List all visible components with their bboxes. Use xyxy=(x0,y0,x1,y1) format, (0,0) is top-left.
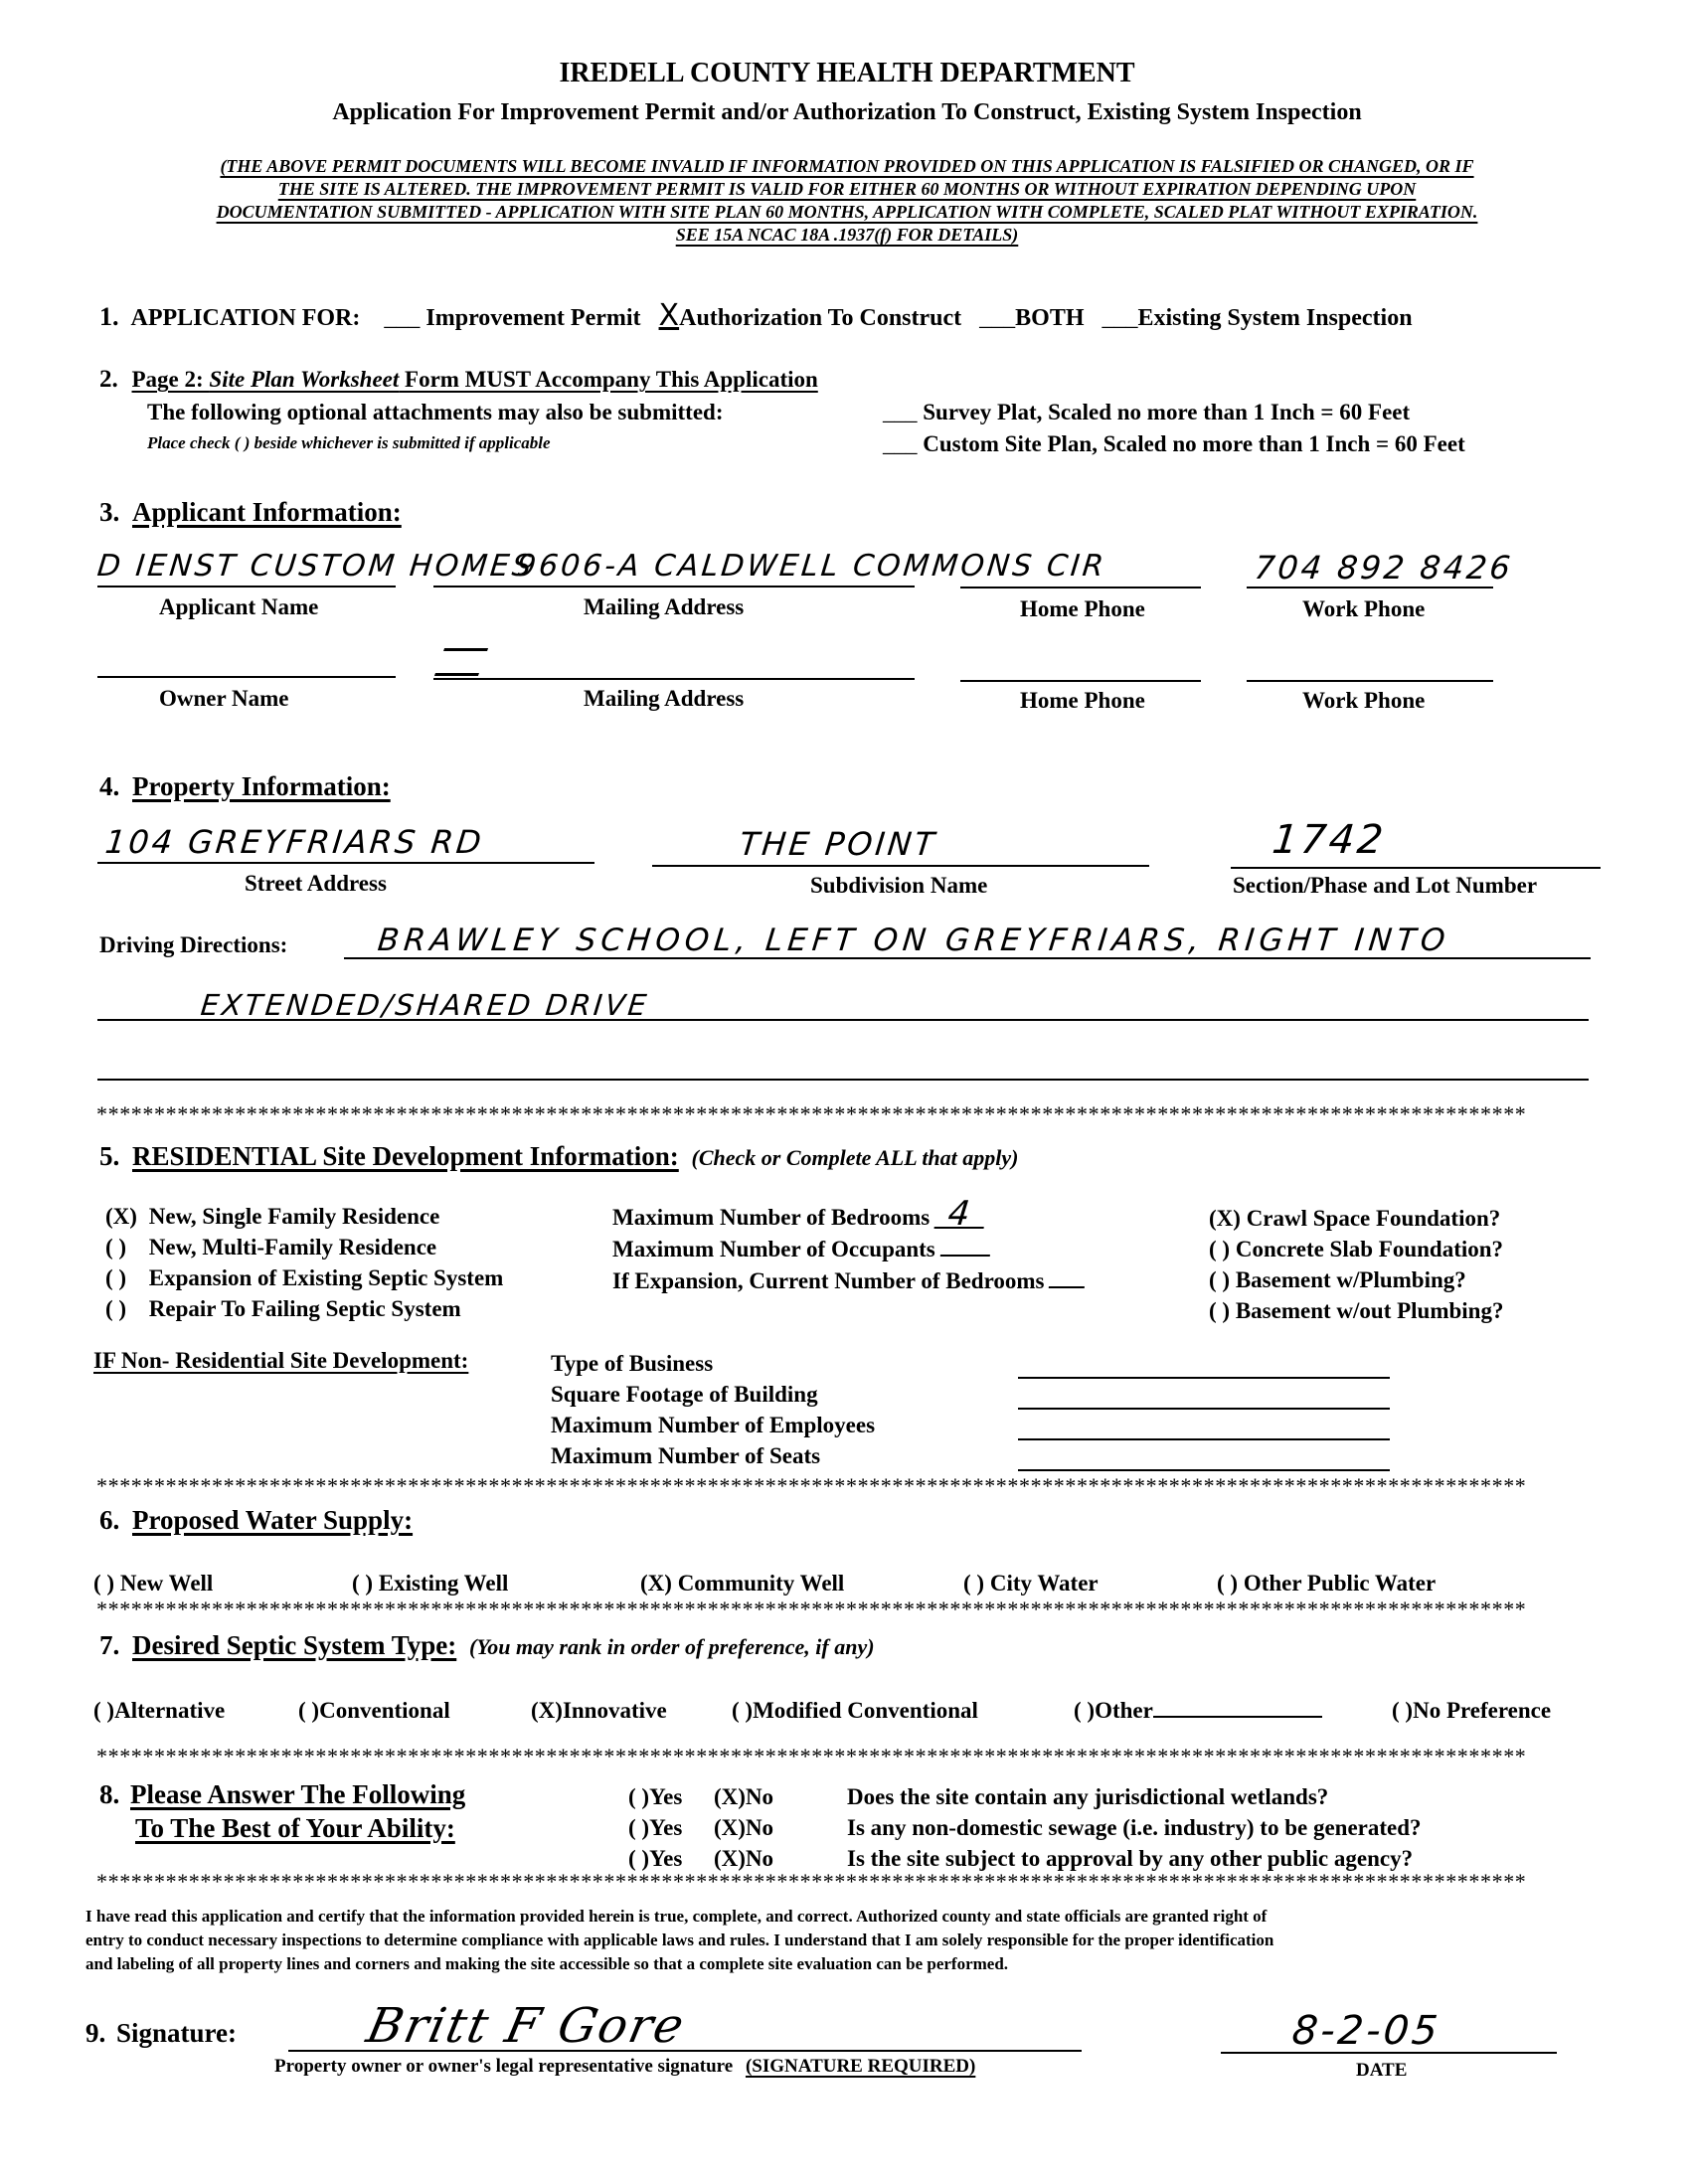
option-label: Alternative xyxy=(114,1698,226,1723)
foundation-list xyxy=(1209,1203,1503,1326)
divider: **************************************************************************************************************************** xyxy=(96,1101,1527,1126)
applicant-name-label: Applicant Name xyxy=(159,594,319,619)
section-3-heading xyxy=(99,497,402,528)
item-label: Crawl Space Foundation? xyxy=(1246,1206,1501,1231)
section-4-title: Property Information: xyxy=(132,771,391,801)
checkbox-empty[interactable]: ( ) xyxy=(352,1571,374,1596)
residence-type-item[interactable] xyxy=(105,1262,503,1293)
title-italic: Site Plan Worksheet xyxy=(209,367,400,392)
section-number: 6. xyxy=(99,1505,120,1535)
section-number: 9. xyxy=(85,2018,106,2048)
checkbox-checked[interactable]: (X) xyxy=(714,1784,746,1809)
septic-type-options xyxy=(93,1696,1551,1724)
checkbox-empty[interactable]: ( ) xyxy=(105,1296,127,1321)
section-number: 8. xyxy=(99,1779,120,1809)
scribble-mark xyxy=(434,648,488,676)
owner-work-phone-line xyxy=(1247,680,1493,682)
option-label: No Preference xyxy=(1413,1698,1552,1723)
water-option[interactable] xyxy=(352,1571,640,1596)
lot-number-line xyxy=(1231,867,1601,869)
yes-label: Yes xyxy=(649,1784,683,1809)
section-6-title: Proposed Water Supply: xyxy=(132,1505,414,1535)
checkbox-empty[interactable]: ( ) xyxy=(93,1571,115,1596)
page-subtitle: Application For Improvement Permit and/or Authorization To Construct, Existing System Inspection xyxy=(332,99,1362,125)
count-item xyxy=(612,1264,1086,1296)
no-option[interactable] xyxy=(714,1812,847,1843)
non-residential-heading: IF Non- Residential Site Development: xyxy=(93,1348,469,1373)
option-label: Innovative xyxy=(562,1698,667,1723)
foundation-item[interactable] xyxy=(1209,1234,1503,1264)
option-label: Improvement Permit xyxy=(425,305,641,331)
other-input[interactable] xyxy=(1153,1696,1322,1718)
title-part: Page 2: xyxy=(131,367,210,392)
yes-label: Yes xyxy=(649,1815,683,1840)
certification-text xyxy=(85,1905,1636,1976)
applicant-name-value[interactable]: D IENST CUSTOM HOMES xyxy=(95,549,536,584)
title-part: Form MUST Accompany This Application xyxy=(399,367,818,392)
square-footage-input[interactable] xyxy=(1018,1384,1390,1410)
option-label: BOTH xyxy=(1015,305,1085,331)
existing-system-option[interactable] xyxy=(1102,305,1413,331)
count-item xyxy=(612,1233,1086,1264)
counts-list xyxy=(612,1194,1086,1296)
option-label: Modified Conventional xyxy=(753,1698,978,1723)
owner-mailing-label: Mailing Address xyxy=(584,686,745,711)
owner-name-label: Owner Name xyxy=(159,686,289,711)
item-label: Repair To Failing Septic System xyxy=(148,1296,461,1321)
septic-option[interactable] xyxy=(1074,1696,1392,1724)
authorization-option[interactable] xyxy=(658,298,968,333)
section-7-title: Desired Septic System Type: xyxy=(132,1630,457,1660)
yes-option[interactable] xyxy=(628,1812,714,1843)
applicant-mailing-line xyxy=(433,586,915,588)
notice-line: THE SITE IS ALTERED. THE IMPROVEMENT PERMIT IS VALID FOR EITHER 60 MONTHS OR WITHOUT EXPIRATION DEPENDING UPON xyxy=(277,179,1417,199)
owner-home-phone-line xyxy=(960,680,1201,682)
option-label: Custom Site Plan, Scaled no more than 1 Inch = 60 Feet xyxy=(923,431,1465,456)
directions-line-2-value[interactable]: EXTENDED/SHARED DRIVE xyxy=(199,988,651,1022)
signature-required-text: (SIGNATURE REQUIRED) xyxy=(745,2056,976,2077)
water-option[interactable] xyxy=(1217,1571,1436,1596)
checkbox-empty[interactable]: ( ) xyxy=(1209,1267,1231,1292)
applicant-work-phone-value[interactable]: 704 892 8426 xyxy=(1253,549,1515,587)
checkbox-checked[interactable]: X xyxy=(658,298,680,333)
notice-line: DOCUMENTATION SUBMITTED - APPLICATION WITH SITE PLAN 60 MONTHS, APPLICATION WITH COMPLETE, SCALED PLAT WITHOUT EXPIRATION. xyxy=(216,202,1478,222)
directions-line-1 xyxy=(344,957,1591,959)
item-label: Expansion of Existing Septic System xyxy=(148,1265,504,1290)
water-option[interactable] xyxy=(640,1571,963,1596)
date-value[interactable]: 8-2-05 xyxy=(1289,2008,1443,2054)
count-item xyxy=(612,1194,1086,1234)
item-label: Basement w/out Plumbing? xyxy=(1235,1298,1504,1323)
owner-mailing-line xyxy=(433,678,915,680)
both-option[interactable] xyxy=(979,305,1090,331)
checkbox-empty[interactable]: ( ) xyxy=(628,1815,650,1840)
nonres-field xyxy=(551,1348,1390,1379)
residence-type-list xyxy=(105,1201,503,1324)
questions-list xyxy=(628,1781,1422,1874)
foundation-item[interactable] xyxy=(1209,1264,1503,1295)
checkbox-empty[interactable]: ( ) xyxy=(1217,1571,1239,1596)
checkbox-empty[interactable]: ( ) xyxy=(298,1698,320,1723)
checkbox-empty[interactable]: ( ) xyxy=(1209,1298,1231,1323)
nonres-field xyxy=(551,1379,1390,1410)
yes-label: Yes xyxy=(649,1846,683,1871)
subdivision-value[interactable]: THE POINT xyxy=(738,825,939,863)
checkbox-blank[interactable]: ___ xyxy=(384,305,421,331)
section-2-heading xyxy=(99,366,818,394)
notice-block xyxy=(0,155,1694,247)
driving-directions-label: Driving Directions: xyxy=(99,932,288,957)
section-1 xyxy=(99,298,1413,333)
divider: **************************************************************************************************************************** xyxy=(96,1473,1527,1498)
certification-line: and labeling of all property lines and corners and making the site accessible so that a complete site evaluation can be performed. xyxy=(85,1954,1009,1973)
max-seats-input[interactable] xyxy=(1018,1445,1390,1471)
section-number: 2. xyxy=(99,366,118,393)
directions-line-3 xyxy=(97,1079,1589,1081)
count-label: Maximum Number of Bedrooms xyxy=(612,1205,931,1230)
divider: **************************************************************************************************************************** xyxy=(96,1596,1527,1621)
section-5-heading xyxy=(99,1141,1018,1172)
field-label: Maximum Number of Seats xyxy=(551,1443,821,1468)
occupants-value[interactable] xyxy=(939,1233,992,1257)
checkbox-checked[interactable]: (X) xyxy=(531,1698,563,1723)
section-number: 1. xyxy=(99,302,119,331)
residence-type-item[interactable] xyxy=(105,1232,503,1262)
item-label: Concrete Slab Foundation? xyxy=(1235,1237,1504,1261)
no-option[interactable] xyxy=(714,1781,847,1812)
checkbox-empty[interactable]: ( ) xyxy=(1074,1698,1096,1723)
section-7-note: (You may rank in order of preference, if any) xyxy=(468,1634,875,1659)
section-5-note: (Check or Complete ALL that apply) xyxy=(691,1145,1019,1170)
applicant-mailing-label: Mailing Address xyxy=(584,594,745,619)
option-label: Conventional xyxy=(319,1698,450,1723)
directions-line-2 xyxy=(97,1019,1589,1021)
checkbox-empty[interactable]: ( ) xyxy=(93,1698,115,1723)
owner-name-line xyxy=(97,676,396,678)
section-9-label xyxy=(85,2018,237,2049)
option-label: Other Public Water xyxy=(1243,1571,1437,1596)
checkbox-empty[interactable]: ( ) xyxy=(628,1784,650,1809)
signature-caption xyxy=(274,2056,975,2078)
section-6-heading xyxy=(99,1505,413,1536)
no-label: No xyxy=(745,1815,774,1840)
checkbox-empty[interactable]: ( ) xyxy=(732,1698,754,1723)
checkbox-blank[interactable]: ___ xyxy=(1101,305,1138,331)
date-label: DATE xyxy=(1356,2060,1408,2081)
custom-site-plan-option[interactable] xyxy=(883,431,1465,457)
section-number: 5. xyxy=(99,1141,120,1171)
question-row xyxy=(628,1781,1422,1812)
question-text: Is the site subject to approval by any other public agency? xyxy=(847,1846,1414,1871)
septic-option[interactable] xyxy=(732,1698,1074,1724)
septic-option[interactable] xyxy=(1392,1698,1551,1723)
question-row xyxy=(628,1812,1422,1843)
item-label: Basement w/Plumbing? xyxy=(1235,1267,1466,1292)
section-number: 3. xyxy=(99,497,120,527)
option-label: City Water xyxy=(989,1571,1099,1596)
checkbox-blank[interactable]: ___ xyxy=(883,400,918,424)
divider: **************************************************************************************************************************** xyxy=(96,1869,1527,1894)
water-option[interactable] xyxy=(963,1571,1217,1596)
survey-plat-option[interactable] xyxy=(883,400,1410,425)
date-line xyxy=(1221,2052,1557,2054)
applicant-work-phone-line xyxy=(1247,587,1493,588)
foundation-item[interactable] xyxy=(1209,1295,1503,1326)
checkbox-empty[interactable]: ( ) xyxy=(1209,1237,1231,1261)
divider: **************************************************************************************************************************** xyxy=(96,1744,1527,1768)
nonres-field xyxy=(551,1440,1390,1471)
owner-work-phone-label: Work Phone xyxy=(1302,688,1426,713)
option-label: Existing System Inspection xyxy=(1137,305,1413,331)
option-label: Authorization To Construct xyxy=(679,305,962,331)
water-option[interactable] xyxy=(93,1571,352,1596)
applicant-work-phone-label: Work Phone xyxy=(1302,596,1426,621)
section-7-heading xyxy=(99,1630,875,1661)
bedrooms-value[interactable]: 4 xyxy=(933,1201,986,1229)
checkbox-checked[interactable]: (X) xyxy=(1209,1206,1241,1231)
section-5-title: RESIDENTIAL Site Development Information: xyxy=(132,1141,679,1171)
section-number: 4. xyxy=(99,771,120,801)
checkbox-empty[interactable]: ( ) xyxy=(105,1265,127,1290)
residence-type-item[interactable] xyxy=(105,1201,503,1232)
section-8-heading xyxy=(99,1777,465,1845)
question-text: Is any non-domestic sewage (i.e. industry) to be generated? xyxy=(847,1815,1422,1840)
field-label: Type of Business xyxy=(551,1351,714,1376)
section-4-heading xyxy=(99,771,391,802)
certification-line: I have read this application and certify that the information provided herein is true, complete, and correct. Authorized county and state officials are granted right of xyxy=(85,1907,1268,1926)
optional-attachments-text: The following optional attachments may also be submitted: xyxy=(147,400,724,424)
option-label: New Well xyxy=(119,1571,214,1596)
yes-option[interactable] xyxy=(628,1781,714,1812)
checkbox-blank[interactable]: ___ xyxy=(979,305,1016,331)
owner-home-phone-label: Home Phone xyxy=(1020,688,1145,713)
checkbox-empty[interactable]: ( ) xyxy=(105,1235,127,1260)
applicant-home-phone-line xyxy=(960,587,1201,588)
nonres-field xyxy=(551,1410,1390,1440)
place-check-text: Place check ( ) beside whichever is submitted if applicable xyxy=(147,433,551,452)
max-employees-input[interactable] xyxy=(1018,1415,1390,1440)
checkbox-empty[interactable]: ( ) xyxy=(1392,1698,1414,1723)
question-text: Does the site contain any jurisdictional wetlands? xyxy=(847,1784,1329,1809)
no-label: No xyxy=(745,1846,774,1871)
section-3-title: Applicant Information: xyxy=(132,497,402,527)
count-label: If Expansion, Current Number of Bedrooms xyxy=(612,1268,1045,1293)
option-label: Existing Well xyxy=(378,1571,509,1596)
applicant-home-phone-label: Home Phone xyxy=(1020,596,1145,621)
lot-number-label: Section/Phase and Lot Number xyxy=(1233,873,1538,898)
street-address-value[interactable]: 104 GREYFRIARS RD xyxy=(103,823,486,861)
checkbox-checked[interactable]: (X) xyxy=(105,1204,137,1229)
applicant-name-line xyxy=(97,586,396,588)
residence-type-item[interactable] xyxy=(105,1293,503,1324)
item-label: New, Single Family Residence xyxy=(148,1204,440,1229)
option-label: Survey Plat, Scaled no more than 1 Inch = 60 Feet xyxy=(923,400,1411,424)
checkbox-blank[interactable]: ___ xyxy=(883,431,918,456)
septic-option[interactable] xyxy=(298,1698,531,1724)
subdivision-line xyxy=(652,865,1149,867)
septic-option[interactable] xyxy=(93,1698,298,1724)
caption-text: Property owner or owner's legal representative signature xyxy=(274,2056,734,2077)
section-number: 7. xyxy=(99,1630,120,1660)
section-2-title xyxy=(132,367,818,392)
notice-line: (THE ABOVE PERMIT DOCUMENTS WILL BECOME INVALID IF INFORMATION PROVIDED ON THIS APPLICATION IS FALSIFIED OR CHANGED, OR IF xyxy=(220,156,1474,176)
field-label: Square Footage of Building xyxy=(551,1382,818,1407)
no-label: No xyxy=(745,1784,774,1809)
option-label: Other xyxy=(1095,1698,1153,1723)
checkbox-checked[interactable]: (X) xyxy=(714,1815,746,1840)
item-label: New, Multi-Family Residence xyxy=(148,1235,437,1260)
checkbox-checked[interactable]: (X) xyxy=(714,1846,746,1871)
field-label: Maximum Number of Employees xyxy=(551,1413,876,1437)
improvement-permit-option[interactable] xyxy=(384,305,646,331)
notice-line: SEE 15A NCAC 18A .1937(f) FOR DETAILS) xyxy=(675,225,1019,245)
non-residential-fields xyxy=(551,1348,1390,1471)
signature-label: Signature: xyxy=(116,2018,238,2048)
street-address-line xyxy=(97,862,594,864)
option-label: Community Well xyxy=(677,1571,845,1596)
lot-number-value[interactable]: 1742 xyxy=(1270,817,1389,863)
checkbox-empty[interactable]: ( ) xyxy=(628,1846,650,1871)
section-8-title-2: To The Best of Your Ability: xyxy=(135,1813,455,1843)
count-label: Maximum Number of Occupants xyxy=(612,1237,935,1261)
application-for-label: APPLICATION FOR: xyxy=(130,305,361,331)
street-address-label: Street Address xyxy=(245,871,387,896)
section-8-title-1: Please Answer The Following xyxy=(130,1779,466,1809)
applicant-mailing-value[interactable]: 9606-A CALDWELL COMMONS CIR xyxy=(515,549,1108,584)
checkbox-checked[interactable]: (X) xyxy=(640,1571,672,1596)
directions-line-1-value[interactable]: BRAWLEY SCHOOL, LEFT ON GREYFRIARS, RIGHT INTO xyxy=(376,923,1452,958)
signature-value[interactable]: Britt F Gore xyxy=(362,1998,691,2054)
septic-option[interactable] xyxy=(531,1698,732,1724)
type-of-business-input[interactable] xyxy=(1018,1353,1390,1379)
subdivision-label: Subdivision Name xyxy=(810,873,988,898)
page-title: IREDELL COUNTY HEALTH DEPARTMENT xyxy=(559,58,1135,88)
certification-line: entry to conduct necessary inspections to determine compliance with applicable laws and rules. I understand that I am solely responsible for the proper identification xyxy=(85,1931,1274,1949)
foundation-item[interactable] xyxy=(1209,1203,1503,1234)
current-bedrooms-value[interactable] xyxy=(1049,1264,1088,1288)
checkbox-empty[interactable]: ( ) xyxy=(963,1571,985,1596)
signature-line xyxy=(288,2050,1082,2052)
water-supply-options xyxy=(93,1571,1436,1596)
